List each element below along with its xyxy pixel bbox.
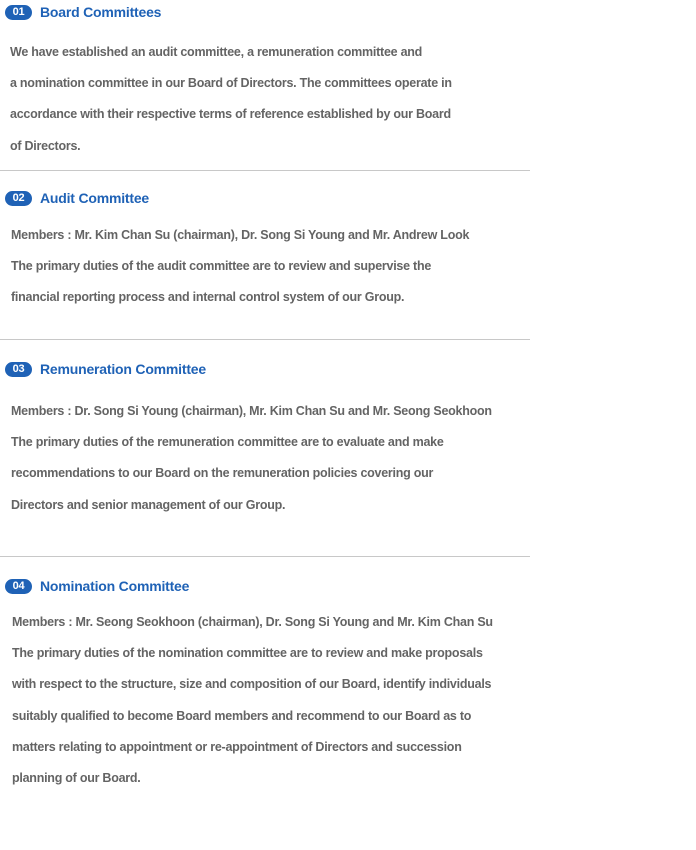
- section-title: Remuneration Committee: [40, 361, 206, 377]
- paragraph-line: of Directors.: [10, 139, 81, 153]
- section-number-badge: 01: [5, 5, 32, 20]
- paragraph-line: The primary duties of the nomination committee are to review and make proposals: [12, 646, 483, 660]
- section-divider: [0, 556, 530, 557]
- section-title: Audit Committee: [40, 190, 150, 206]
- section-heading-board-committees: [5, 3, 161, 21]
- paragraph-line: recommendations to our Board on the remuneration policies covering our: [11, 466, 434, 480]
- paragraph-line: with respect to the structure, size and composition of our Board, identify individuals: [12, 677, 492, 691]
- members-line: Members : Mr. Seong Seokhoon (chairman), Dr. Song Si Young and Mr. Kim Chan Su: [12, 615, 493, 629]
- paragraph-line: suitably qualified to become Board members and recommend to our Board as to: [12, 709, 472, 723]
- paragraph-line: planning of our Board.: [12, 771, 141, 785]
- paragraph-line: Directors and senior management of our Group.: [11, 498, 286, 512]
- paragraph-line: a nomination committee in our Board of Directors. The committees operate in: [10, 76, 452, 90]
- section-number-badge: 03: [5, 362, 32, 377]
- members-line: Members : Dr. Song Si Young (chairman), Mr. Kim Chan Su and Mr. Seong Seokhoon: [11, 404, 492, 418]
- members-line: Members : Mr. Kim Chan Su (chairman), Dr. Song Si Young and Mr. Andrew Look: [11, 228, 470, 242]
- paragraph-line: matters relating to appointment or re-appointment of Directors and succession: [12, 740, 462, 754]
- section-number-badge: 02: [5, 191, 32, 206]
- section-divider: [0, 339, 530, 340]
- section-heading-audit-committee: [5, 189, 149, 207]
- section-number-badge: 04: [5, 579, 32, 594]
- paragraph-line: The primary duties of the remuneration committee are to evaluate and make: [11, 435, 444, 449]
- paragraph-line: The primary duties of the audit committee are to review and supervise the: [11, 259, 432, 273]
- section-divider: [0, 170, 530, 171]
- section-heading-nomination-committee: [5, 577, 189, 595]
- paragraph-line: financial reporting process and internal control system of our Group.: [11, 290, 405, 304]
- section-title: Board Committees: [40, 4, 162, 20]
- section-title: Nomination Committee: [40, 578, 190, 594]
- section-heading-remuneration-committee: [5, 360, 206, 378]
- paragraph-line: We have established an audit committee, a remuneration committee and: [10, 45, 423, 59]
- paragraph-line: accordance with their respective terms of reference established by our Board: [10, 107, 451, 121]
